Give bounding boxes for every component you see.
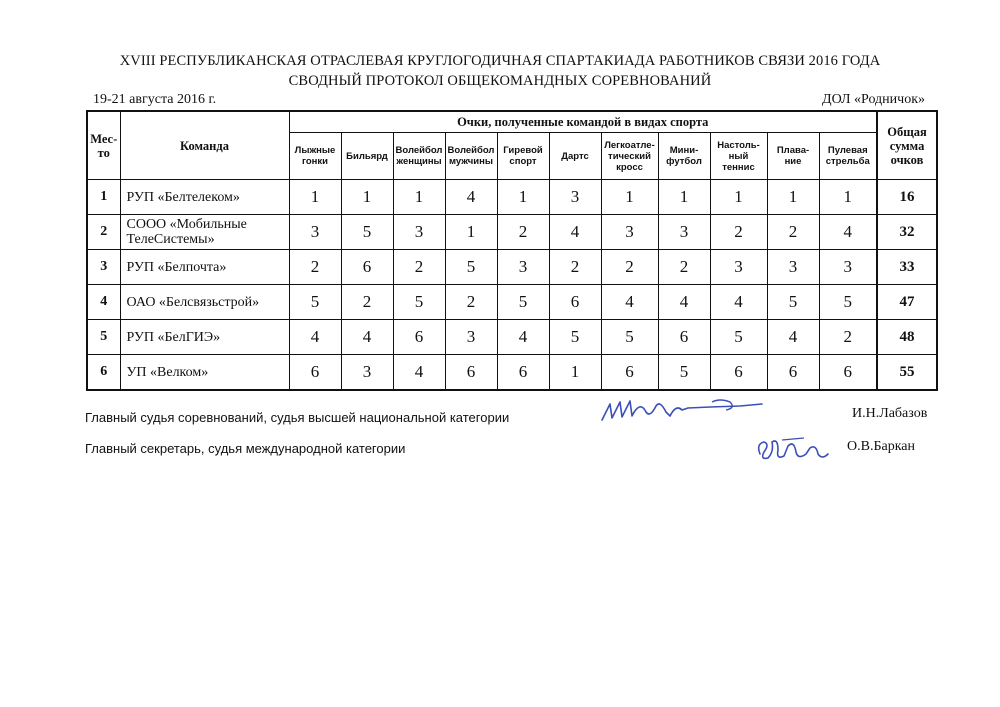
sport-header-line: Пулевая bbox=[827, 145, 868, 156]
sport-header-line: гонки bbox=[302, 156, 328, 167]
team-cell bbox=[120, 320, 289, 355]
score-cell: 3 bbox=[819, 250, 877, 285]
score-cell: 1 bbox=[710, 180, 767, 215]
team-header: Команда bbox=[120, 111, 289, 180]
score-cell: 5 bbox=[819, 285, 877, 320]
place-header-line: Мес- bbox=[90, 131, 118, 146]
score-cell: 5 bbox=[341, 215, 393, 250]
score-cell: 2 bbox=[819, 320, 877, 355]
score-cell: 6 bbox=[819, 355, 877, 391]
score-cell: 6 bbox=[497, 355, 549, 391]
sport-header-line: Бильярд bbox=[346, 150, 388, 162]
score-cell: 4 bbox=[710, 285, 767, 320]
score-cell: 6 bbox=[445, 355, 497, 391]
score-cell: 2 bbox=[601, 250, 658, 285]
sport-header bbox=[658, 133, 710, 180]
place-cell: 5 bbox=[87, 320, 120, 355]
sport-header bbox=[341, 133, 393, 180]
chief-judge-signature bbox=[590, 390, 770, 430]
score-cell: 4 bbox=[341, 320, 393, 355]
sport-header-line: ный bbox=[728, 150, 749, 162]
team-cell bbox=[120, 250, 289, 285]
sport-header-line: мужчины bbox=[448, 156, 493, 167]
score-cell: 1 bbox=[341, 180, 393, 215]
sport-header bbox=[393, 133, 445, 180]
score-cell: 3 bbox=[549, 180, 601, 215]
score-cell: 4 bbox=[767, 320, 819, 355]
score-cell: 4 bbox=[549, 215, 601, 250]
total-header-line: сумма bbox=[889, 138, 925, 153]
sport-header-line: Волейбол bbox=[447, 145, 495, 156]
sport-header-line: тический bbox=[608, 150, 651, 162]
score-cell: 5 bbox=[549, 320, 601, 355]
event-dates: 19-21 августа 2016 г. bbox=[93, 92, 217, 107]
score-cell: 1 bbox=[497, 180, 549, 215]
sport-header-line: Гиревой bbox=[503, 145, 543, 156]
table-row bbox=[87, 180, 937, 215]
sport-header-line: кросс bbox=[616, 161, 643, 173]
sport-header-line: теннис bbox=[722, 161, 755, 173]
score-cell: 6 bbox=[710, 355, 767, 391]
score-cell: 6 bbox=[393, 320, 445, 355]
results-body bbox=[87, 180, 937, 391]
sport-header-line: стрельба bbox=[825, 156, 870, 167]
chief-judge-role: Главный судья соревнований, судья высшей национальной категории bbox=[85, 410, 510, 425]
sport-header-line: спорт bbox=[509, 156, 537, 167]
points-header: Очки, полученные командой в видах спорта bbox=[289, 111, 877, 133]
score-cell: 3 bbox=[767, 250, 819, 285]
total-header bbox=[877, 111, 937, 180]
sport-header bbox=[601, 133, 658, 180]
score-cell: 2 bbox=[445, 285, 497, 320]
score-cell: 6 bbox=[549, 285, 601, 320]
secretary-name: О.В.Баркан bbox=[847, 439, 915, 454]
score-cell: 4 bbox=[393, 355, 445, 391]
score-cell: 2 bbox=[341, 285, 393, 320]
place-cell: 2 bbox=[87, 215, 120, 250]
score-cell: 2 bbox=[393, 250, 445, 285]
place-cell: 3 bbox=[87, 250, 120, 285]
total-cell: 47 bbox=[877, 285, 937, 320]
table-row bbox=[87, 250, 937, 285]
score-cell: 4 bbox=[601, 285, 658, 320]
score-cell: 3 bbox=[601, 215, 658, 250]
score-cell: 2 bbox=[710, 215, 767, 250]
chief-judge-name: И.Н.Лабазов bbox=[852, 406, 928, 421]
total-cell: 48 bbox=[877, 320, 937, 355]
score-cell: 4 bbox=[819, 215, 877, 250]
sport-header-line: Волейбол bbox=[395, 145, 443, 156]
score-cell: 3 bbox=[341, 355, 393, 391]
score-cell: 1 bbox=[549, 355, 601, 391]
score-cell: 4 bbox=[497, 320, 549, 355]
score-cell: 4 bbox=[289, 320, 341, 355]
sport-header-line: Легкоатле- bbox=[604, 139, 655, 151]
total-header-line: очков bbox=[890, 152, 924, 167]
sport-header-line: Плава- bbox=[776, 145, 810, 156]
score-cell: 4 bbox=[658, 285, 710, 320]
score-cell: 1 bbox=[393, 180, 445, 215]
sport-header bbox=[549, 133, 601, 180]
team-cell bbox=[120, 355, 289, 391]
score-cell: 3 bbox=[658, 215, 710, 250]
sport-header bbox=[819, 133, 877, 180]
score-cell: 6 bbox=[341, 250, 393, 285]
score-cell: 5 bbox=[658, 355, 710, 391]
sport-header bbox=[497, 133, 549, 180]
score-cell: 1 bbox=[658, 180, 710, 215]
score-cell: 4 bbox=[445, 180, 497, 215]
score-cell: 3 bbox=[710, 250, 767, 285]
score-cell: 5 bbox=[601, 320, 658, 355]
sport-header-line: женщины bbox=[396, 156, 442, 167]
score-cell: 5 bbox=[393, 285, 445, 320]
score-cell: 3 bbox=[393, 215, 445, 250]
sport-header-line: Настоль- bbox=[717, 139, 760, 151]
sport-header-line: Лыжные bbox=[294, 145, 336, 156]
sport-header bbox=[767, 133, 819, 180]
sport-header bbox=[289, 133, 341, 180]
sport-header-line: Мини- bbox=[669, 145, 699, 156]
score-cell: 2 bbox=[497, 215, 549, 250]
place-cell: 1 bbox=[87, 180, 120, 215]
table-row bbox=[87, 285, 937, 320]
total-header-line: Общая bbox=[887, 124, 927, 139]
score-cell: 6 bbox=[289, 355, 341, 391]
score-cell: 3 bbox=[445, 320, 497, 355]
secretary-role: Главный секретарь, судья международной категории bbox=[85, 441, 406, 456]
team-cell bbox=[120, 285, 289, 320]
score-cell: 3 bbox=[497, 250, 549, 285]
team-cell bbox=[120, 180, 289, 215]
team-name-line: УП «Велком» bbox=[126, 364, 209, 380]
place-header bbox=[87, 111, 120, 180]
team-name-line: ОАО «Белсвязьстрой» bbox=[126, 294, 260, 310]
document-title: XVIII РЕСПУБЛИКАНСКАЯ ОТРАСЛЕВАЯ КРУГЛОГОДИЧНАЯ СПАРТАКИАДА РАБОТНИКОВ СВЯЗИ 2016 ГОДА bbox=[119, 53, 881, 69]
score-cell: 2 bbox=[289, 250, 341, 285]
place-cell: 4 bbox=[87, 285, 120, 320]
team-name-line: СООО «Мобильные bbox=[126, 217, 247, 232]
total-cell: 32 bbox=[877, 215, 937, 250]
secretary-signature bbox=[752, 430, 832, 466]
total-cell: 55 bbox=[877, 355, 937, 391]
score-cell: 5 bbox=[289, 285, 341, 320]
team-name-line: ТелеСистемы» bbox=[126, 232, 215, 247]
score-cell: 1 bbox=[289, 180, 341, 215]
score-cell: 3 bbox=[289, 215, 341, 250]
team-name-line: РУП «Белпочта» bbox=[126, 259, 227, 275]
score-cell: 2 bbox=[549, 250, 601, 285]
score-cell: 2 bbox=[767, 215, 819, 250]
score-cell: 5 bbox=[497, 285, 549, 320]
team-name-line: РУП «Белтелеком» bbox=[126, 189, 240, 205]
score-cell: 5 bbox=[767, 285, 819, 320]
score-cell: 1 bbox=[767, 180, 819, 215]
score-cell: 1 bbox=[819, 180, 877, 215]
score-cell: 5 bbox=[445, 250, 497, 285]
sport-header bbox=[445, 133, 497, 180]
score-cell: 6 bbox=[658, 320, 710, 355]
score-cell: 6 bbox=[601, 355, 658, 391]
table-row bbox=[87, 215, 937, 250]
sport-header-line: Дартс bbox=[561, 150, 589, 162]
table-row bbox=[87, 320, 937, 355]
score-cell: 1 bbox=[601, 180, 658, 215]
event-venue: ДОЛ «Родничок» bbox=[822, 92, 925, 107]
place-header-line: то bbox=[97, 145, 110, 160]
total-cell: 33 bbox=[877, 250, 937, 285]
document-subtitle: СВОДНЫЙ ПРОТОКОЛ ОБЩЕКОМАНДНЫХ СОРЕВНОВАНИЙ bbox=[288, 73, 712, 89]
sport-header bbox=[710, 133, 767, 180]
score-cell: 1 bbox=[445, 215, 497, 250]
table-row bbox=[87, 355, 937, 391]
place-cell: 6 bbox=[87, 355, 120, 391]
score-cell: 2 bbox=[658, 250, 710, 285]
results-table bbox=[86, 110, 938, 391]
total-cell: 16 bbox=[877, 180, 937, 215]
sport-header-line: футбол bbox=[666, 156, 702, 167]
team-name-line: РУП «БелГИЭ» bbox=[126, 329, 221, 345]
team-cell bbox=[120, 215, 289, 250]
sport-header-line: ние bbox=[784, 156, 802, 167]
score-cell: 6 bbox=[767, 355, 819, 391]
score-cell: 5 bbox=[710, 320, 767, 355]
